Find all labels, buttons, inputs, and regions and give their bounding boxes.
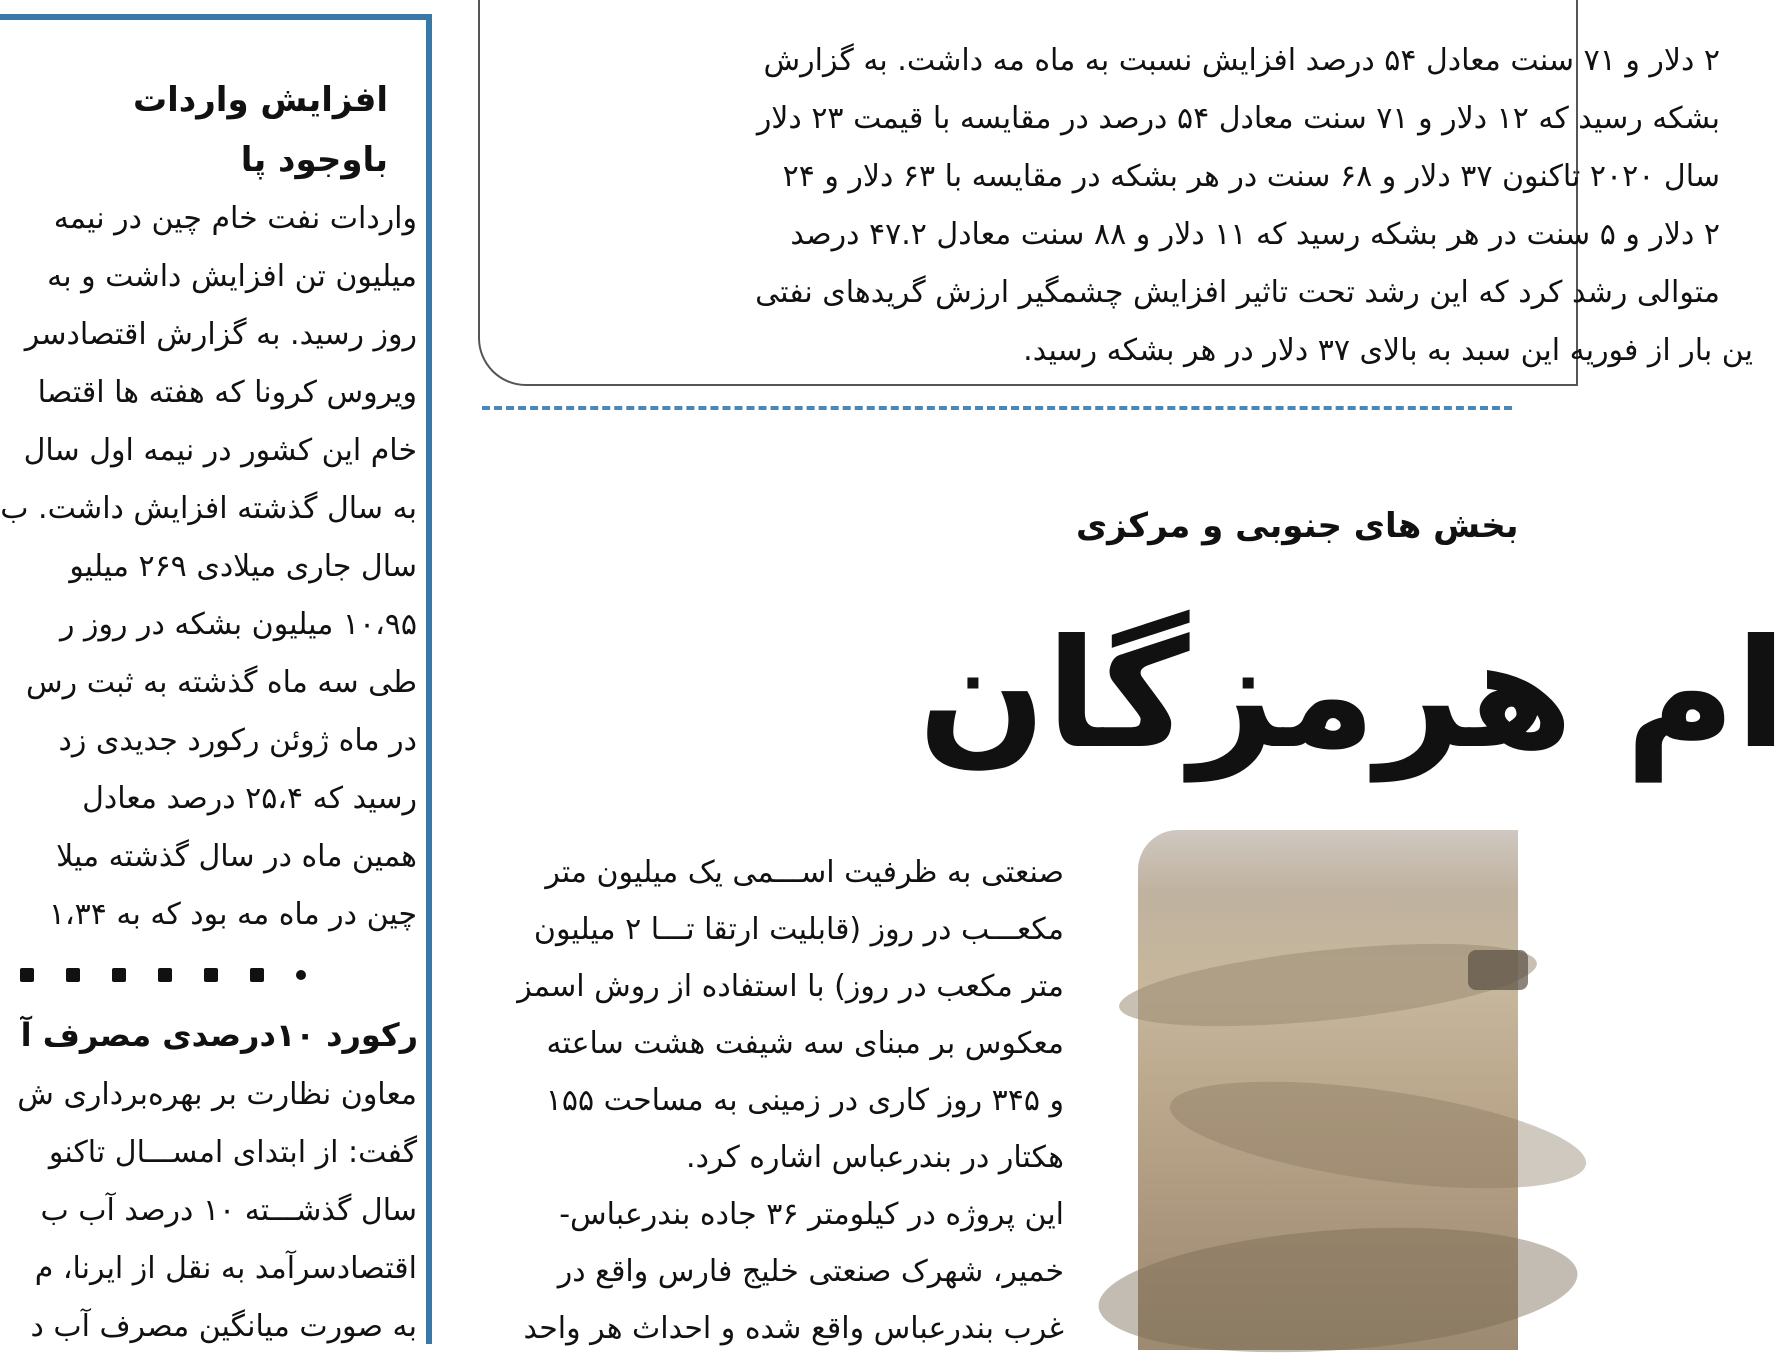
sidebar-body2-line: معاون نظارت بر بهره‌برداری ش xyxy=(17,1077,417,1112)
sidebar-body-line: خام این کشور در نیمه اول سال xyxy=(23,433,417,468)
sidebar-body-line: میلیون تن افزایش داشت و به xyxy=(47,259,417,294)
sidebar-headline-line-2: باوجود پا xyxy=(240,140,388,180)
sidebar-body-2 xyxy=(17,1066,417,1356)
sidebar-body2-line: اقتصادسرآمد به نقل از ایرنا، م xyxy=(34,1251,417,1286)
sidebar-body2-line: گفت: از ابتدای امســـال تاکنو xyxy=(48,1135,417,1170)
sidebar-body-line: ۱۰،۹۵ میلیون بشکه در روز ر xyxy=(59,607,417,642)
article-line: و ۳۴۵ روز کاری در زمینی به مساحت ۱۵۵ xyxy=(545,1083,1064,1118)
landscape-photo xyxy=(1138,830,1518,1350)
oil-price-line: بشکه رسید که ۱۲ دلار و ۷۱ سنت معادل ۵۴ درصد در مقایسه با قیمت ۲۳ دلار xyxy=(756,101,1720,136)
oil-price-line: متوالی رشد کرد که این رشد تحت تاثیر افزایش چشمگیر ارزش گریدهای نفتی xyxy=(755,275,1720,310)
oil-price-line: ۲ دلار و ۵ سنت در هر بشکه رسید که ۱۱ دلار و ۸۸ سنت معادل ۴۷.۲ درصد xyxy=(790,217,1720,252)
article-line: متر مکعب در روز) با استفاده از روش اسمز xyxy=(517,969,1064,1004)
sidebar-body-line: واردات نفت خام چین در نیمه xyxy=(53,201,417,236)
sidebar-body-line: ویروس کرونا که هفته ها اقتصا xyxy=(37,375,417,410)
sidebar-body-line: چین در ماه مه بود که به ۱،۳۴ xyxy=(48,897,417,932)
dashed-separator xyxy=(482,406,1512,410)
sidebar-body-line: به سال گذشته افزایش داشت. ب xyxy=(0,491,417,526)
article-line: غرب بندرعباس واقع شده و احداث هر واحد xyxy=(523,1311,1064,1346)
sidebar-headline-2: رکورد ۱۰درصدی مصرف آ xyxy=(20,1016,418,1054)
sidebar-body-line: سال جاری میلادی ۲۶۹ میلیو xyxy=(69,549,417,584)
sidebar-news-box xyxy=(0,14,432,1344)
article-kicker: بخش های جنوبی و مرکزی xyxy=(1076,506,1519,546)
sidebar-body-line: روز رسید. به گزارش اقتصادسر xyxy=(24,317,417,352)
oil-price-line: ۲ دلار و ۷۱ سنت معادل ۵۴ درصد افزایش نسبت به ماه مه داشت. به گزارش xyxy=(763,43,1720,78)
sidebar-body-line: طی سه ماه گذشته به ثبت رس xyxy=(26,665,417,700)
article-line: صنعتی به ظرفیت اســـمی یک میلیون متر xyxy=(545,855,1064,890)
sidebar-body2-line: به صورت میانگین مصرف آب د xyxy=(30,1309,417,1344)
sidebar-body-line: در ماه ژوئن رکورد جدیدی زد xyxy=(58,723,417,758)
article-title: ام هرمزگان xyxy=(918,608,1787,782)
article-line: این پروژه در کیلومتر ۳۶ جاده بندرعباس- xyxy=(559,1197,1064,1232)
article-line: هکتار در بندرعباس اشاره کرد. xyxy=(686,1140,1064,1175)
sidebar-body-line: همین ماه در سال گذشته میلا xyxy=(56,839,417,874)
oil-price-line: سال ۲۰۲۰ تاکنون ۳۷ دلار و ۶۸ سنت در هر بشکه در مقایسه با ۶۳ دلار و ۲۴ xyxy=(782,159,1720,194)
article-line: معکوس بر مبنای سه شیفت هشت ساعته xyxy=(546,1026,1064,1061)
sidebar-headline-line-1: افزایش واردات xyxy=(132,80,388,120)
article-body xyxy=(492,844,1064,1357)
article-line: مکعـــب در روز (قابلیت ارتقا تـــا ۲ میلیون xyxy=(533,912,1064,947)
oil-price-line: ین بار از فوریه این سبد به بالای ۳۷ دلار در هر بشکه رسید. xyxy=(1023,333,1753,368)
sidebar-body2-line: سال گذشـــته ۱۰ درصد آب ب xyxy=(40,1193,417,1228)
article-line: خمیر، شهرک صنعتی خلیج فارس واقع در xyxy=(557,1254,1064,1289)
sidebar-body-line: رسید که ۲۵،۴ درصد معادل xyxy=(82,781,417,816)
